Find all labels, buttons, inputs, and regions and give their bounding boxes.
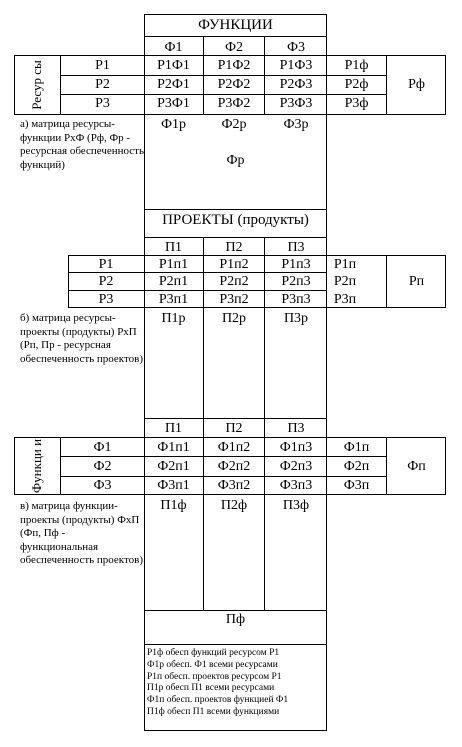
matrix-cell: Р3п2 — [219, 292, 249, 307]
col-total: Ф3р — [283, 117, 309, 132]
row-label: Р2 — [98, 274, 114, 289]
row-group-label: Функци и — [29, 438, 44, 494]
matrix-cell: Ф1п2 — [217, 440, 251, 455]
row-total: Ф1п — [343, 440, 370, 455]
matrix-cell: Ф2п3 — [279, 459, 313, 474]
matrix-cell: Р1п2 — [219, 257, 249, 272]
side-total: Рф — [408, 77, 425, 92]
section1-caption: а) матрица ресурсы-функции РхФ (Рф, Фр - ресурсная обеспеченность функций) — [20, 118, 145, 171]
col-header: П1 — [164, 240, 183, 255]
matrix-cell: Р3Ф3 — [279, 96, 313, 111]
side-total: Фп — [407, 459, 426, 474]
matrix-cell: Ф1п1 — [157, 440, 190, 455]
matrix-cell: Р2Ф3 — [279, 77, 313, 92]
col-total: П1р — [161, 311, 186, 326]
col-total: П2ф — [220, 498, 248, 513]
legend-line: Р1п обесп. проектов ресурсом Р1 — [147, 671, 282, 682]
legend-line: Ф1п обесп. проектов функцией Ф1 — [147, 695, 289, 706]
row-total: Р2ф — [344, 77, 369, 92]
row-label: Ф2 — [93, 459, 112, 474]
col-total: П3р — [283, 311, 309, 326]
row-label: Ф1 — [93, 440, 112, 455]
matrix-cell: Р2п1 — [158, 274, 189, 289]
col-total: Ф1р — [160, 117, 187, 132]
row-total: Ф2п — [343, 459, 370, 474]
matrix-cell: Р2Ф1 — [157, 77, 190, 92]
col-header: Ф3 — [286, 40, 306, 55]
section2-header: ПРОЕКТЫ (продукты) — [162, 212, 309, 228]
matrix-cell: Р2п2 — [219, 274, 249, 289]
matrix-cell: Р1п1 — [158, 257, 189, 272]
row-label: Р3 — [95, 96, 110, 111]
matrix-cell: Р3Ф2 — [217, 96, 251, 111]
row-label: Ф3 — [93, 478, 112, 493]
col-total: П2р — [221, 311, 247, 326]
col-header: П2 — [225, 421, 243, 436]
col-header: Ф2 — [224, 40, 244, 55]
row-total: Р3п — [333, 292, 357, 307]
matrix-cell: Ф2п2 — [217, 459, 251, 474]
matrix-cell: Р2Ф2 — [217, 77, 251, 92]
matrix-cell: Ф3п3 — [279, 478, 313, 493]
grand-total: Пф — [225, 612, 246, 627]
matrix-cell: Ф2п1 — [157, 459, 190, 474]
col-header: П3 — [287, 421, 305, 436]
section1-header: ФУНКЦИИ — [198, 17, 273, 33]
row-total: Р3ф — [344, 96, 369, 111]
row-total: Ф3п — [343, 478, 370, 493]
col-header: Ф1 — [164, 40, 183, 55]
matrix-cell: Р3п3 — [281, 292, 311, 307]
row-label: Р1 — [95, 58, 110, 73]
col-total: Ф2р — [221, 117, 247, 132]
matrix-cell: Р1Ф3 — [279, 58, 313, 73]
grand-total: Фр — [226, 153, 245, 168]
matrix-cell: Ф3п2 — [217, 478, 251, 493]
side-total: Рп — [408, 274, 425, 289]
row-label: Р1 — [98, 257, 114, 272]
legend-line: П1ф обесп П1 всеми функциями — [147, 706, 280, 717]
col-header: П2 — [225, 240, 243, 255]
row-group-label: Ресур сы — [29, 60, 44, 110]
matrix-cell: Р1п3 — [281, 257, 311, 272]
col-header: П3 — [287, 240, 305, 255]
legend — [147, 648, 288, 719]
row-total: Р1ф — [344, 58, 369, 73]
legend-line: П1р обесп П1 всеми ресурсами — [147, 683, 275, 694]
row-total: Р2п — [333, 274, 357, 289]
matrix-cell: Р3п1 — [158, 292, 189, 307]
col-header: П1 — [164, 421, 183, 436]
matrix-cell: Р2п3 — [281, 274, 311, 289]
row-label: Р3 — [98, 292, 114, 307]
legend-line: Ф1р обесп. Ф1 всеми ресурсами — [147, 659, 278, 670]
matrix-cell: Р1Ф1 — [157, 58, 190, 73]
section2-caption: б) матрица ресурсы-проекты (продукты) РхП (Рп, Пр - ресурсная обеспеченность проектов) — [20, 312, 144, 365]
matrix-cell: Р3Ф1 — [157, 96, 190, 111]
row-label: Р2 — [95, 77, 110, 92]
matrix-cell: Р1Ф2 — [217, 58, 251, 73]
col-total: П1ф — [160, 498, 187, 513]
legend-line: Р1ф обесп функций ресурсом Р1 — [147, 648, 280, 658]
col-total: П3ф — [282, 498, 310, 513]
row-total: Р1п — [333, 257, 357, 272]
matrix-cell: Ф1п3 — [279, 440, 313, 455]
matrix-cell: Ф3п1 — [157, 478, 190, 493]
section3-caption: в) матрица функции-проекты (продукты) ФхП (Фп, Пф - функциональная обеспеченность проектов) — [20, 500, 144, 566]
